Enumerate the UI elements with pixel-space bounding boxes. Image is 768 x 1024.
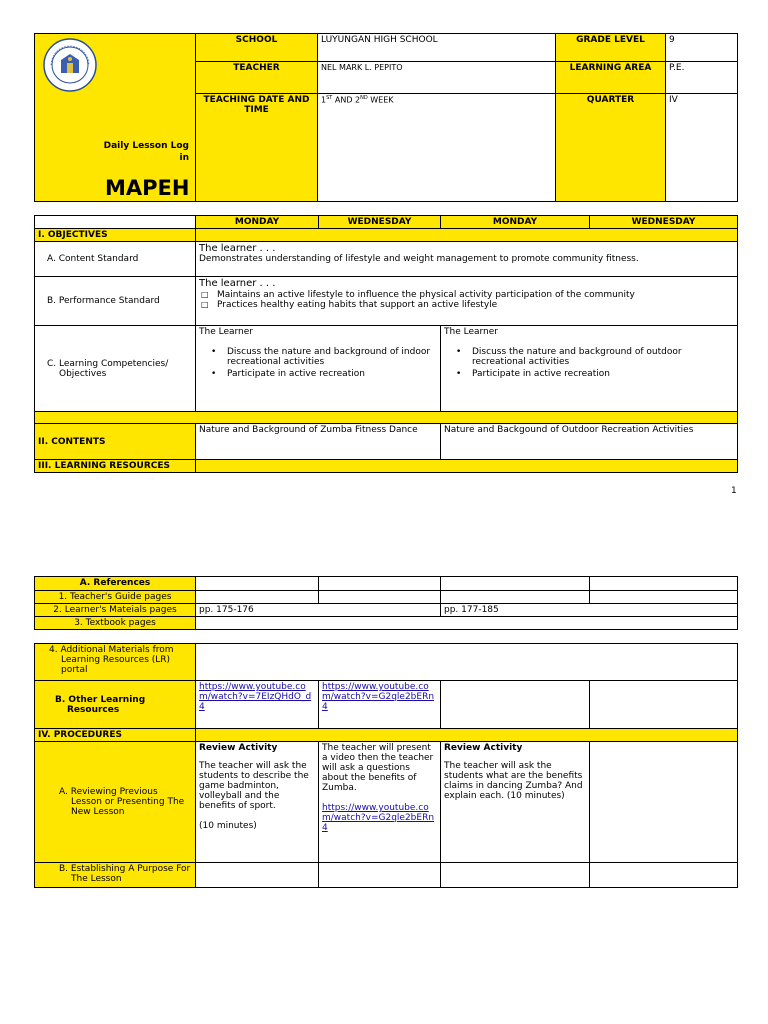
review-activity-title: Review Activity bbox=[444, 743, 523, 753]
resources-section-bar bbox=[196, 460, 738, 473]
area-label: LEARNING AREA bbox=[556, 62, 666, 94]
contents-right: Nature and Backgound of Outdoor Recreation Activities bbox=[441, 424, 738, 460]
date-value bbox=[318, 94, 556, 202]
reviewing-line-1: A. Reviewing Previous bbox=[59, 787, 158, 797]
content-standard-label: A. Content Standard bbox=[35, 242, 196, 277]
dll-label: Daily Lesson Log bbox=[103, 141, 189, 151]
teacher-value: NEL MARK L. PEPITO bbox=[318, 62, 556, 94]
youtube-link[interactable]: https://www.youtube.com/watch?v=G2qle2bERn4 bbox=[322, 803, 435, 833]
purpose-line-1: B. Establishing A Purpose For bbox=[59, 864, 191, 874]
purpose-cell bbox=[590, 863, 738, 888]
grade-value: 9 bbox=[666, 34, 738, 62]
review-activity-text: The teacher will ask the students what are the benefits claims in dancing Zumba? And explain each. (10 minutes) bbox=[444, 761, 583, 801]
quarter-value: IV bbox=[666, 94, 738, 202]
school-value: LUYUNGAN HIGH SCHOOL bbox=[318, 34, 556, 62]
contents-section-label: II. CONTENTS bbox=[35, 424, 196, 460]
reviewing-col-4 bbox=[590, 742, 738, 863]
learner-materials-left: pp. 175-176 bbox=[196, 604, 441, 617]
reviewing-col-1 bbox=[196, 742, 319, 863]
additional-materials-value bbox=[196, 644, 738, 681]
ref-cell bbox=[590, 681, 738, 729]
video-activity-text: The teacher will present a video then the teacher will ask a questions about the benefits of Zumba. bbox=[322, 743, 434, 793]
procedures-table bbox=[34, 643, 738, 888]
competencies-label-line-1: C. Learning Competencies/ bbox=[47, 358, 169, 369]
ref-cell bbox=[590, 591, 738, 604]
competencies-left bbox=[196, 326, 441, 412]
area-value: P.E. bbox=[666, 62, 738, 94]
performance-standard-value bbox=[196, 277, 738, 326]
ref-cell bbox=[196, 577, 319, 591]
contents-left: Nature and Background of Zumba Fitness Dance bbox=[196, 424, 441, 460]
date-label: TEACHING DATE AND TIME bbox=[196, 94, 318, 202]
additional-line-1: 4. Additional Materials from bbox=[49, 645, 174, 655]
competencies-right bbox=[441, 326, 738, 412]
purpose-line-2: The Lesson bbox=[71, 874, 122, 884]
content-intro: The learner . . . bbox=[199, 243, 276, 254]
other-resources-label bbox=[35, 681, 196, 729]
spacer-bar bbox=[35, 412, 738, 424]
date-part-3: WEEK bbox=[367, 96, 394, 105]
competency-item: • Discuss the nature and background of outdoor recreational activities bbox=[472, 347, 734, 367]
additional-line-2: Learning Resources (LR) bbox=[61, 655, 171, 665]
day-header-3: MONDAY bbox=[441, 216, 590, 229]
reviewing-line-3: New Lesson bbox=[71, 807, 125, 817]
references-table bbox=[34, 576, 738, 630]
teacher-label: TEACHER bbox=[196, 62, 318, 94]
procedures-section-bar bbox=[196, 729, 738, 742]
purpose-cell bbox=[441, 863, 590, 888]
teacher-guide-label: 1. Teacher's Guide pages bbox=[35, 591, 196, 604]
references-label: A. References bbox=[35, 577, 196, 591]
reviewing-line-2: Lesson or Presenting The bbox=[71, 797, 185, 807]
competencies-label bbox=[35, 326, 196, 412]
performance-list bbox=[199, 290, 734, 310]
performance-item: □ Maintains an active lifestyle to influence the physical activity participation of the community bbox=[217, 290, 734, 300]
review-activity-title: Review Activity bbox=[199, 743, 278, 753]
competencies-left-list bbox=[199, 347, 437, 379]
purpose-label bbox=[35, 863, 196, 888]
competency-item: • Participate in active recreation bbox=[227, 369, 437, 379]
performance-standard-label: B. Performance Standard bbox=[35, 277, 196, 326]
day-header-1: MONDAY bbox=[196, 216, 319, 229]
youtube-link[interactable]: https://www.youtube.com/watch?v=7EIzQHdO_d4 bbox=[199, 682, 312, 712]
grade-label: GRADE LEVEL bbox=[556, 34, 666, 62]
competencies-right-intro: The Learner bbox=[444, 327, 498, 337]
ref-cell bbox=[319, 577, 441, 591]
other-resources-link-2-cell bbox=[319, 681, 441, 729]
competency-item: • Participate in active recreation bbox=[472, 369, 734, 379]
ref-cell bbox=[441, 577, 590, 591]
objectives-table bbox=[34, 215, 738, 473]
competencies-label-line-2: Objectives bbox=[59, 368, 107, 379]
ref-cell bbox=[196, 591, 319, 604]
performance-intro: The learner . . . bbox=[199, 278, 276, 289]
date-sup-2: ND bbox=[360, 95, 368, 102]
ref-cell bbox=[441, 591, 590, 604]
day-header-4: WEDNESDAY bbox=[590, 216, 738, 229]
reviewing-col-2 bbox=[319, 742, 441, 863]
header-title-block bbox=[35, 34, 196, 202]
resources-section-label: III. LEARNING RESOURCES bbox=[35, 460, 196, 473]
content-standard-value bbox=[196, 242, 738, 277]
objectives-section-label: I. OBJECTIVES bbox=[35, 229, 196, 242]
date-part-1: 1 bbox=[321, 96, 327, 105]
review-activity-time: (10 minutes) bbox=[199, 821, 257, 831]
review-activity-text: The teacher will ask the students to describe the game badminton, volleyball and the benefits of sport. bbox=[199, 761, 309, 811]
youtube-link[interactable]: https://www.youtube.com/watch?v=G2qle2bERn4 bbox=[322, 682, 435, 712]
quarter-label: QUARTER bbox=[556, 94, 666, 202]
learner-materials-label: 2. Learner's Mateials pages bbox=[35, 604, 196, 617]
additional-line-3: portal bbox=[61, 665, 88, 675]
competencies-left-intro: The Learner bbox=[199, 327, 253, 337]
procedures-section-label: IV. PROCEDURES bbox=[35, 729, 196, 742]
textbook-label: 3. Textbook pages bbox=[35, 617, 196, 630]
dll-in-label: in bbox=[179, 153, 189, 163]
other-resources-line-2: Resources bbox=[67, 704, 120, 715]
day-header-blank bbox=[35, 216, 196, 229]
date-sup-1: ST bbox=[326, 95, 333, 102]
header-table bbox=[34, 33, 738, 202]
purpose-cell bbox=[196, 863, 319, 888]
page-number: 1 bbox=[731, 486, 737, 496]
deped-seal-icon bbox=[43, 38, 97, 92]
ref-cell bbox=[590, 577, 738, 591]
objectives-section-bar bbox=[196, 229, 738, 242]
day-header-2: WEDNESDAY bbox=[319, 216, 441, 229]
ref-cell bbox=[319, 591, 441, 604]
ref-cell bbox=[441, 681, 590, 729]
date-part-2: AND 2 bbox=[332, 96, 361, 105]
learner-materials-right: pp. 177-185 bbox=[441, 604, 738, 617]
competencies-right-list bbox=[444, 347, 734, 379]
other-resources-line-1: B. Other Learning bbox=[55, 694, 146, 705]
content-text: Demonstrates understanding of lifestyle and weight management to promote community fitness. bbox=[199, 254, 639, 264]
reviewing-lesson-label bbox=[35, 742, 196, 863]
subject-title: MAPEH bbox=[105, 176, 190, 200]
competency-item: • Discuss the nature and background of indoor recreational activities bbox=[227, 347, 437, 367]
additional-materials-label bbox=[35, 644, 196, 681]
purpose-cell bbox=[319, 863, 441, 888]
performance-item: □ Practices healthy eating habits that support an active lifestyle bbox=[217, 300, 734, 310]
other-resources-link-1-cell bbox=[196, 681, 319, 729]
header-daily-lesson-log bbox=[104, 140, 189, 164]
textbook-value bbox=[196, 617, 738, 630]
reviewing-col-3 bbox=[441, 742, 590, 863]
school-label: SCHOOL bbox=[196, 34, 318, 62]
